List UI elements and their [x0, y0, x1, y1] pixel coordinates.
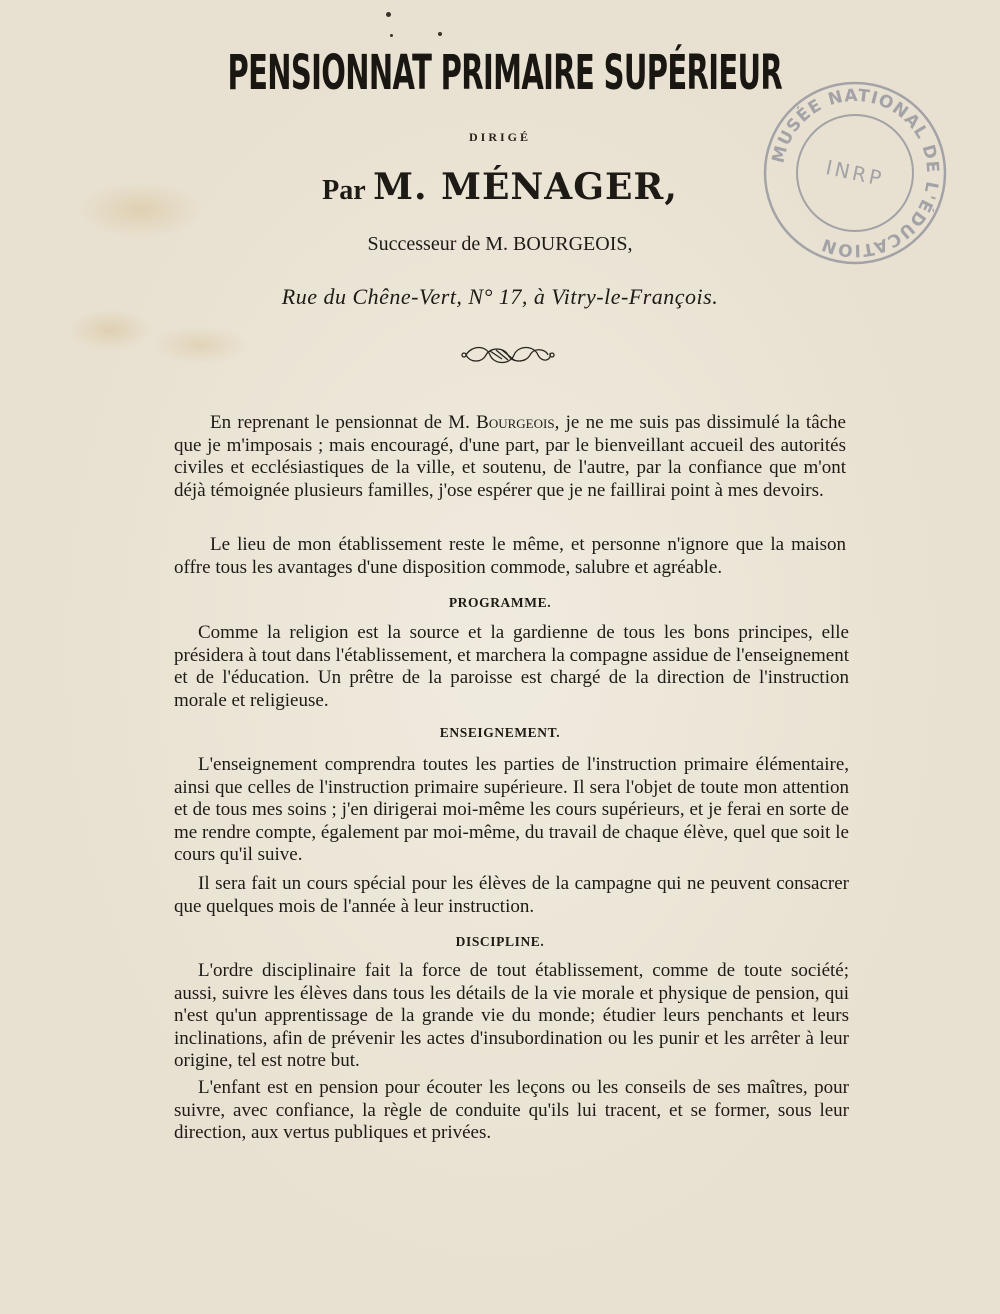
- intro-paragraph-1: En reprenant le pensionnat de M. Bourgeois, je ne me suis pas dissimulé la tâche que je m'imposais ; mais encouragé, d'une part, par le bienveillant accueil des autorités civiles et ecclésiastiques de la ville, et soutenu, de l'autre, par la confiance que m'ont déjà témoignée plusieurs familles, j'ose espérer que je ne faillirai point à mes devoirs.: [174, 412, 846, 501]
- bourgeois-name: Bourgeois: [476, 412, 555, 433]
- subtitle: DIRIGÉ: [468, 130, 531, 144]
- programme-paragraph: Comme la religion est la source et la gardienne de tous les bons principes, elle présidera à tout dans l'établissement, et marchera la compagne assidue de l'enseignement et de l'éducation. Un prêtre de la paroisse est chargé de la direction de l'instruction morale et religieuse.: [174, 622, 849, 711]
- enseignement-paragraph-2: Il sera fait un cours spécial pour les élèves de la campagne qui ne peuvent consacrer que quelques mois de l'année à leur instruction.: [174, 873, 849, 917]
- ink-speck: [386, 12, 391, 17]
- director-name: M. MÉNAGER,: [373, 166, 678, 208]
- director-prefix: Par: [322, 175, 366, 206]
- discipline-heading: DISCIPLINE.: [455, 934, 545, 949]
- stamp-center-text: INRP: [823, 155, 887, 191]
- enseignement-paragraph-1: L'enseignement comprendra toutes les parties de l'instruction primaire élémentaire, ainsi que celles de l'instruction primaire supérieure. Il sera l'objet de toute mon attention et de tous mes soins ; j'en dirigerai moi-même les cours supérieurs, et je ferai en sorte de me rendre compte, également par moi-même, du travail de chaque élève, quel que soit le cours qu'il suive.: [174, 754, 849, 865]
- discipline-paragraph-2: L'enfant est en pension pour écouter les leçons ou les conseils de ses maîtres, pour suivre, avec confiance, la règle de conduite qu'ils lui tracent, et se former, sous leur direction, aux vertus publiques et privées.: [174, 1077, 849, 1143]
- ink-speck: [390, 34, 393, 37]
- discipline-paragraph-1: L'ordre disciplinaire fait la force de tout établissement, comme de toute société; aussi, suivre les élèves dans tous les détails de la vie morale et physique de pension, qui n'est qu'un apprentissage de la grande vie du monde; étudier leurs penchants et leurs inclinations, afin de prévenir les actes d'insubordination ou les punir et les arrêter à leur origine, tel est notre but.: [174, 960, 849, 1071]
- enseignement-heading: ENSEIGNEMENT.: [439, 725, 561, 740]
- page-title: PENSIONNAT PRIMAIRE SUPÉRIEUR: [227, 44, 783, 101]
- intro-paragraph-2: Le lieu de mon établissement reste le même, et personne n'ignore que la maison offre tous les avantages d'une disposition commode, salubre et agréable.: [174, 534, 846, 578]
- successor-line: Successeur de M. BOURGEOIS,: [367, 233, 633, 255]
- ornament-flourish-icon: [460, 343, 556, 367]
- museum-stamp: [760, 78, 950, 268]
- ink-speck: [438, 32, 442, 36]
- programme-heading: PROGRAMME.: [448, 595, 552, 610]
- address-line: Rue du Chêne-Vert, N° 17, à Vitry-le-François.: [281, 284, 719, 309]
- stamp-ring-text: MUSÉE NATIONAL DE L'ÉDUCATION: [768, 85, 943, 261]
